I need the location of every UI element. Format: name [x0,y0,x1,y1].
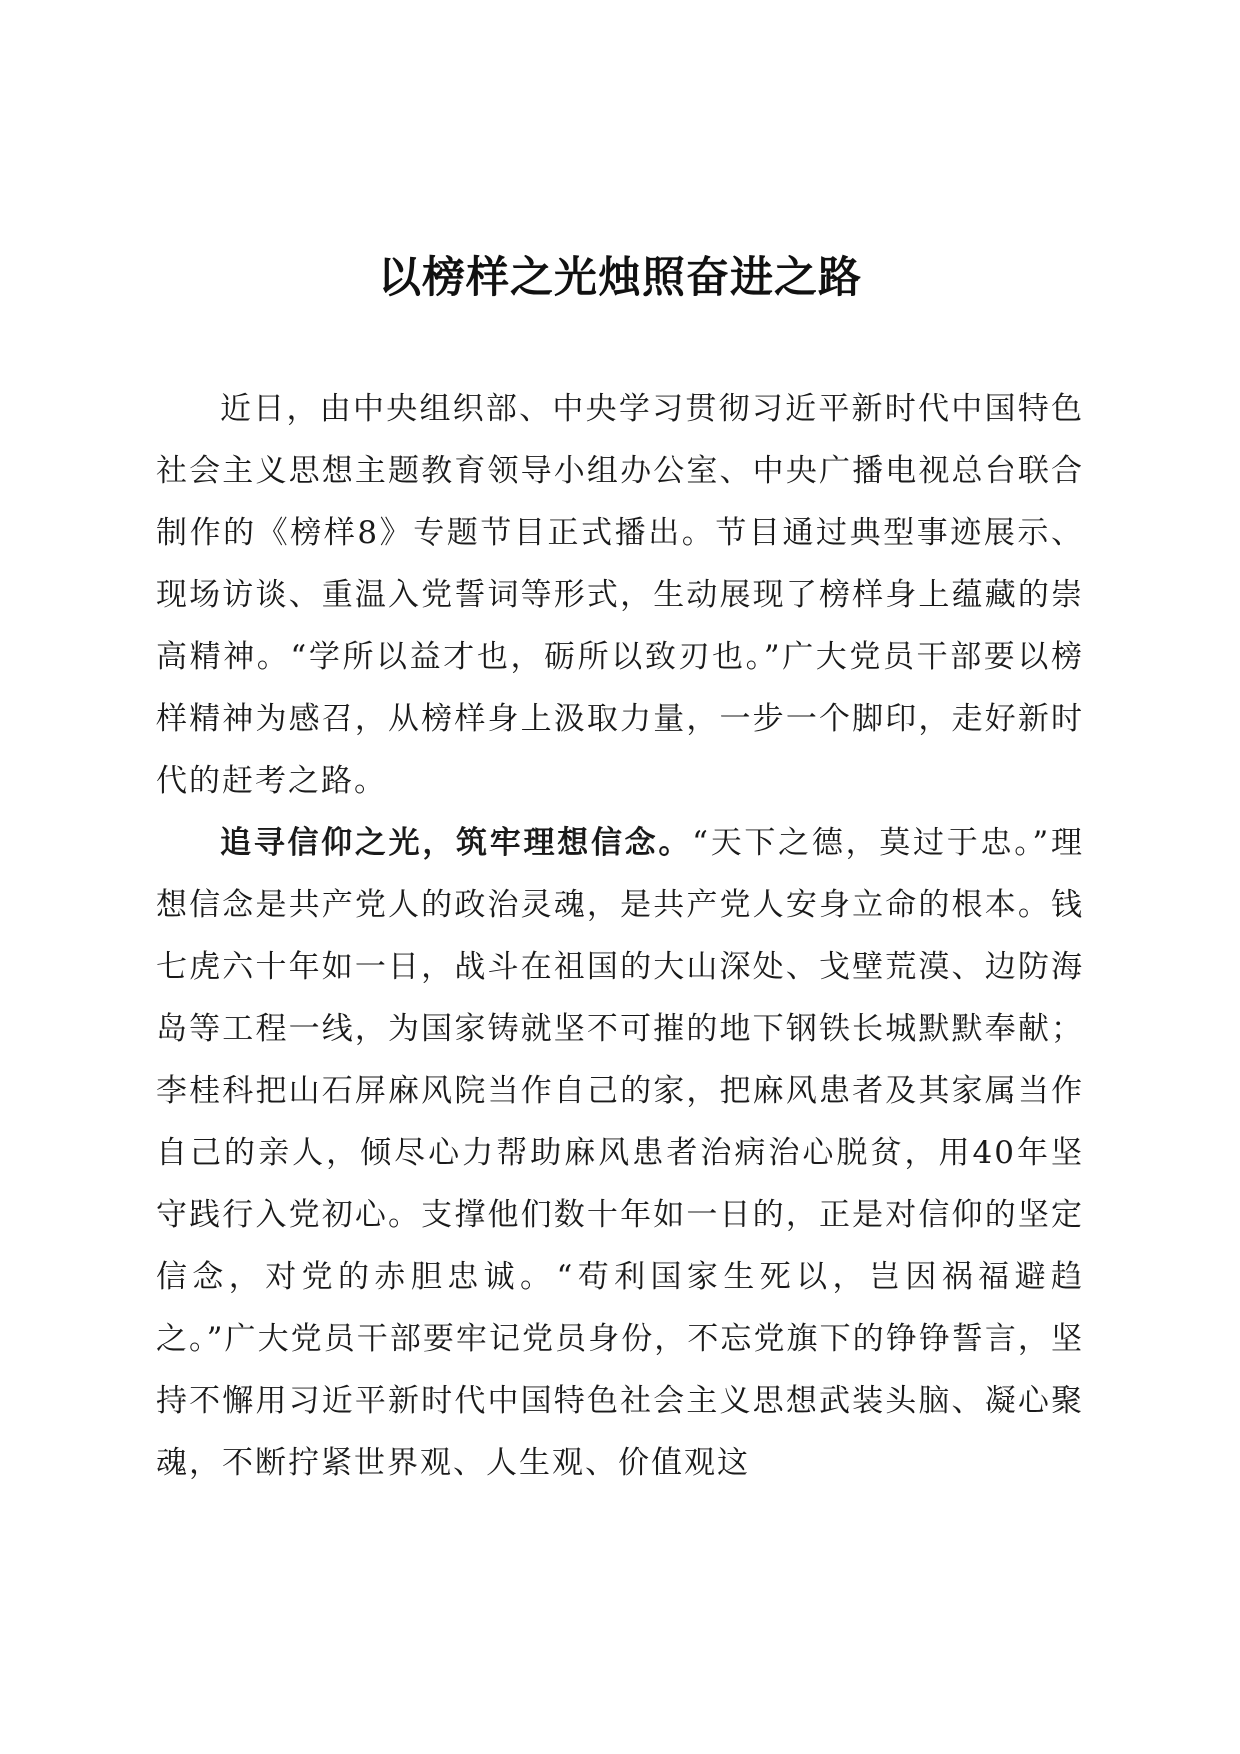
article-title: 以榜样之光烛照奋进之路 [378,253,862,303]
paragraph-faith-text: “天下之德，莫过于忠。”理想信念是共产党人的政治灵魂，是共产党人安身立命的根本。钱七虎六十年如一日，战斗在祖国的大山深处、戈壁荒漠、边防海岛等工程一线，为国家铸就坚不可摧的地下钢铁长城默默奉献；李桂科把山石屏麻风院当作自己的家，把麻风患者及其家属当作自己的亲人，倾尽心力帮助麻风患者治病治心脱贫，用40年坚守践行入党初心。支撑他们数十年如一日的，正是对信仰的坚定信念，对党的赤胆忠诚。“苟利国家生死以，岂因祸福避趋之。”广大党员干部要牢记党员身份，不忘党旗下的铮铮誓言，坚持不懈用习近平新时代中国特色社会主义思想武装头脑、凝心聚魂，不断拧紧世界观、人生观、价值观这 [156,825,1084,1481]
paragraph-intro: 近日，由中央组织部、中央学习贯彻习近平新时代中国特色社会主义思想主题教育领导小组办公室、中央广播电视总台联合制作的《榜样8》专题节目正式播出。节目通过典型事迹展示、现场访谈、重温入党誓词等形式，生动展现了榜样身上蕴藏的崇高精神。“学所以益才也，砺所以致刃也。”广大党员干部要以榜样精神为感召，从榜样身上汲取力量，一步一个脚印，走好新时代的赶考之路。 [156,391,1084,799]
paragraph-faith [156,812,1084,1494]
paragraph-lead-heading: 追寻信仰之光，筑牢理想信念。 [220,825,693,861]
article-body [156,378,1084,1494]
